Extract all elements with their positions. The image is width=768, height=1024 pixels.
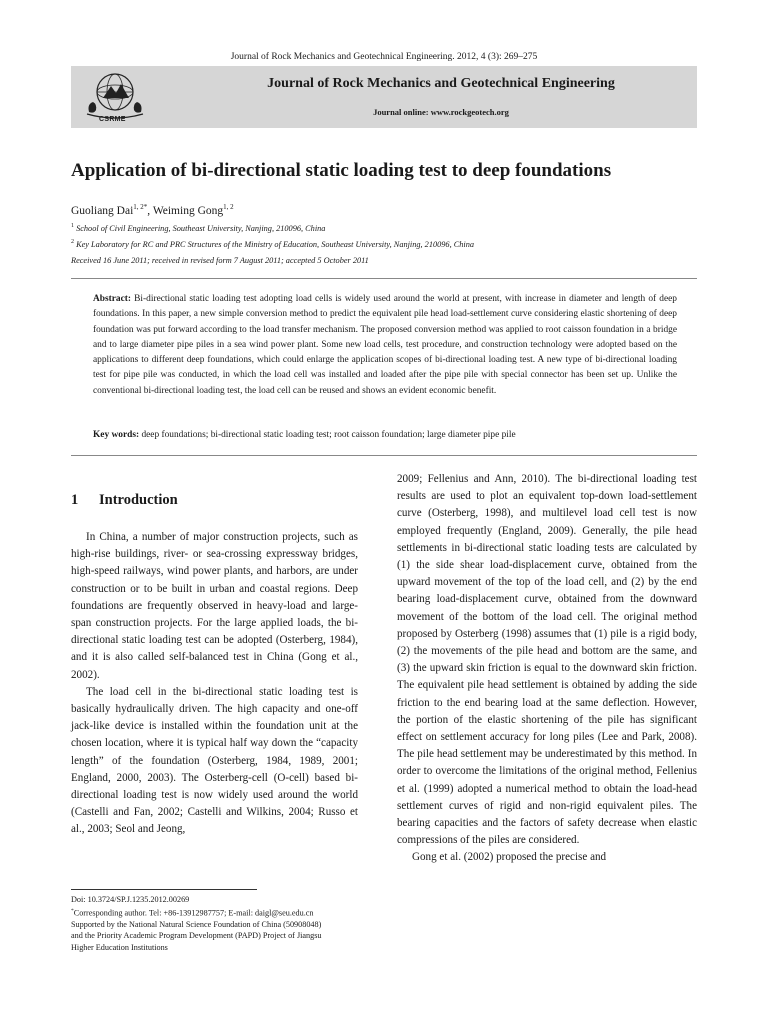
left-column	[71, 529, 358, 839]
author-sup: 1, 2	[223, 203, 234, 211]
abstract-text: Bi-directional static loading test adopting load cells is widely used around the world at present, with increase in diameter and length of deep foundations. In this paper, a new simple conversion method to predict the equivalent pile head load-settlement curve considering elastic shortening of deep foundation was put forward according to the load transfer mechanism. The proposed conversion method was applied to root caisson foundation in a bridge and to large diameter pipe piles in a sea wind power plant. Some new load cells, test procedure, and construction technology were adopted based on the applications to different deep foundations, which could enlarge the application scopes of bi-directional loading test. A new type of bi-directional loading test for pipe pile was conducted, in which the load cell was installed and loaded after the pipe pile with special connector has been set up. Unlike the conventional bi-directional loading test, the load cell can be reused and shows an evident economic benefit.	[93, 294, 677, 396]
right-column	[397, 471, 697, 867]
csrme-logo-text: CSRME	[99, 116, 126, 123]
author-sup: 1, 2*	[133, 203, 148, 211]
journal-online-link[interactable]: Journal online: www.rockgeotech.org	[373, 107, 509, 117]
footnotes	[71, 894, 371, 953]
funding-line: Higher Education Institutions	[71, 942, 168, 952]
paragraph: In China, a number of major construction projects, such as high-rise buildings, river- or sea-crossing expressway bridges, high-speed railways, wind power plants, and harbors, are under construction or to be built in urban and coastal regions. Deep foundations are frequently observed in heavy-load and large-span construction projects. For the large applied loads, the bi-directional static loading test can be adopted (Osterberg, 1984), and it is also called self-balanced test in China (Gong et al., 2002).	[71, 531, 358, 681]
footnote-divider	[71, 889, 257, 890]
paragraph: Gong et al. (2002) proposed the precise and	[412, 851, 607, 864]
divider-bottom	[71, 455, 697, 456]
author-list: Guoliang Dai$^{1, 2*}$, Weiming Gong$^{1, 2}$	[71, 203, 234, 217]
corresponding-mark: *	[71, 907, 74, 914]
keywords-label: Key words:	[93, 430, 140, 440]
doi: Doi: 10.3724/SP.J.1235.2012.00269	[71, 895, 190, 904]
abstract	[93, 292, 677, 399]
paragraph: 2009; Fellenius and Ann, 2010). The bi-directional loading test results are used to plot an equivalent top-down load-settlement curve (Osterberg, 1998), and multilevel load cell test is now employed frequently (England, 2009). Generally, the pile head settlements in bi-directional static loading tests are calculated by (1) the side shear load-displacement curve, obtained from the upward movement of the top of the load cell, and (2) by the end bearing load-displacement curve, obtained from the downward movement of the bottom of the load cell. The original method proposed by Osterberg (1998) assumes that (1) pile is a rigid body, (2) the movements of the pile head and bottom are the same, and (3) the upward skin friction is equal to the downward skin friction. The equivalent pile head settlement is obtained by adding the side friction to the end bearing load at the same deflection. However, the portion of the elastic shortening of the pile has significant effect on settlement accuracy for long piles (Lee and Park, 2008). The pile head settlement may be underestimated by this method. In order to overcome the limitations of the original method, Fellenius et al. (1999) adopted a numerical method to obtain the load-head settlement curves of rigid and non-rigid equivalent piles. The bearing capacities and the factors of safety decrease when elastic compressions of the piles are considered.	[397, 473, 697, 847]
author-name: Weiming Gong	[152, 204, 224, 217]
affiliation-text: Key Laboratory for RC and PRC Structures of the Ministry of Education, Southeast University, Nanjing, 210096, China	[76, 239, 475, 249]
received-dates: Received 16 June 2011; received in revised form 7 August 2011; accepted 5 October 2011	[71, 256, 369, 265]
affiliation-1	[71, 223, 325, 233]
corresponding-author	[71, 906, 371, 919]
funding-line: and the Priority Academic Program Development (PAPD) Project of Jiangsu	[71, 931, 322, 941]
paper-title: Application of bi-directional static loading test to deep foundations	[71, 160, 612, 181]
running-head: Journal of Rock Mechanics and Geotechnical Engineering. 2012, 4 (3): 269–275	[230, 52, 538, 62]
section-title: Introduction	[99, 492, 178, 508]
keywords-text: deep foundations; bi-directional static loading test; root caisson foundation; large diameter pipe pile	[141, 430, 516, 440]
journal-name: Journal of Rock Mechanics and Geotechnical Engineering	[267, 76, 615, 91]
corresponding-text: Corresponding author. Tel: +86-13912987757; E-mail: daigl@seu.edu.cn	[73, 908, 314, 918]
affiliation-text: School of Civil Engineering, Southeast University, Nanjing, 210096, China	[76, 223, 326, 233]
keywords	[93, 428, 677, 443]
section-number: 1	[71, 492, 79, 508]
affiliation-sup: 2	[71, 239, 74, 245]
author-name: Guoliang Dai	[71, 204, 134, 217]
affiliation-2	[71, 239, 474, 249]
paragraph: The load cell in the bi-directional static loading test is basically hydraulically driven. The high capacity and one-off jack-like device is installed within the foundation unit at the chosen location, where it is typical half way down the “capacity length” of the foundation (Osterberg, 1984, 1989, 2001; England, 2000, 2003). The Osterberg-cell (O-cell) based bi-directional loading test is now widely used around the world (Castelli and Fan, 2002; Castelli and Wilkins, 2004; Russo et al., 2003; Seol and Jeong,	[71, 685, 358, 836]
section-heading	[71, 492, 178, 509]
affiliation-sup: 1	[71, 223, 74, 229]
divider-top	[71, 278, 697, 279]
funding-line: Supported by the National Natural Science Foundation of China (50908048)	[71, 919, 322, 929]
abstract-label: Abstract:	[93, 294, 132, 304]
journal-banner	[71, 66, 697, 128]
